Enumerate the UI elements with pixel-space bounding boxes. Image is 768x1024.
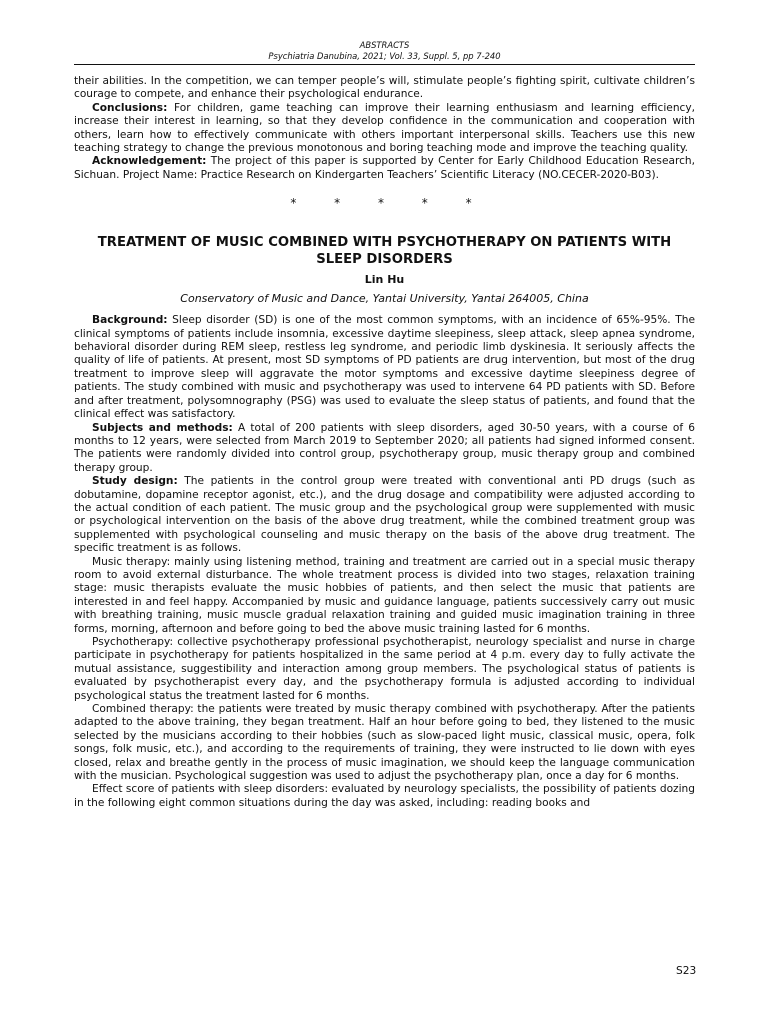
section-label: ABSTRACTS xyxy=(359,40,410,50)
article-author: Lin Hu xyxy=(364,273,405,287)
effect-score-paragraph: Effect score of patients with sleep disorders: evaluated by neurology specialists, the possibility of patients dozing in the following eight common situations during the day was asked, including: reading books and xyxy=(74,783,695,809)
acknowledgement-text: The project of this paper is supported by Center for Early Childhood Education Research, Sichuan. Project Name: Practice Research on Kindergarten Teachers’ Scientific Literacy (NO.CECER-2020-B03). xyxy=(74,155,695,181)
running-header xyxy=(74,40,695,62)
design-label: Study design: xyxy=(92,475,178,488)
acknowledgement-label: Acknowledgement: xyxy=(92,155,207,168)
article-title: TREATMENT OF MUSIC COMBINED WITH PSYCHOTHERAPY ON PATIENTS WITH SLEEP DISORDERS xyxy=(97,235,672,268)
subjects-paragraph xyxy=(74,422,695,476)
journal-citation: Psychiatria Danubina, 2021; Vol. 33, Suppl. 5, pp 7-240 xyxy=(268,51,501,61)
prev-conclusions-paragraph xyxy=(74,102,695,156)
design-text: The patients in the control group were treated with conventional anti PD drugs (such as dobutamine, dopamine receptor agonist, etc.), and the drug dosage and compatibility were adjusted according to the actual condition of each patient. The music group and the psychological group were supplemented with music or psychological intervention on the basis of the above drug treatment, while the combined treatment group was supplemented with psychological counseling and music therapy on the basis of the above drug treatment. The specific treatment is as follows. xyxy=(74,475,695,555)
acknowledgement-paragraph xyxy=(74,155,695,182)
section-separator: * * * * * xyxy=(290,196,489,211)
background-paragraph xyxy=(74,314,695,421)
subjects-text: A total of 200 patients with sleep disorders, aged 30-50 years, with a course of 6 months to 12 years, were selected from March 2019 to September 2020; all patients had signed informed consent. The patients were randomly divided into control group, psychotherapy group, music therapy group and combined therapy group. xyxy=(74,421,695,474)
article-affiliation: Conservatory of Music and Dance, Yantai University, Yantai 264005, China xyxy=(180,292,589,306)
prev-abstract-continuation: their abilities. In the competition, we can temper people’s will, stimulate people’s fighting spirit, cultivate children’s courage to compete, and enhance their psychological endurance. xyxy=(74,75,695,101)
music-therapy-paragraph: Music therapy: mainly using listening method, training and treatment are carried out in a special music therapy room to avoid external disturbance. The whole treatment process is divided into two stages, relaxation training stage: music therapists evaluate the music hobbies of patients, and then select the music that patients are interested in and feel happy. Accompanied by music and guidance language, patients successively carry out music with breathing training, music muscle gradual relaxation training and guided music imagination training in three forms, morning, afternoon and before going to bed the above music training lasted for 6 months. xyxy=(74,555,695,635)
subjects-label: Subjects and methods: xyxy=(92,421,233,434)
conclusions-label: Conclusions: xyxy=(92,101,168,114)
page-body xyxy=(74,40,695,810)
header-rule xyxy=(74,64,695,65)
design-paragraph xyxy=(74,475,695,555)
page-number: S23 xyxy=(676,965,697,977)
combined-therapy-paragraph: Combined therapy: the patients were treated by music therapy combined with psychotherapy. After the patients adapted to the above training, they began treatment. Half an hour before going to bed, they listened to the music selected by the musicians according to their hobbies (such as slow-paced light music, classical music, opera, folk songs, folk music, etc.), and according to the requirements of training, they were instructed to lie down with eyes closed, relax and breathe gently in the process of music imagination, we should keep the language communication with the musician. Psychological suggestion was used to adjust the psychotherapy plan, once a day for 6 months. xyxy=(74,703,695,783)
background-text: Sleep disorder (SD) is one of the most common symptoms, with an incidence of 65%-95%. The clinical symptoms of patients include insomnia, excessive daytime sleepiness, sleep attack, sleep apnea syndrome, behavioral disorder during REM sleep, restless leg syndrome, and periodic limb dyskinesia. It seriously affects the quality of life of patients. At present, most SD symptoms of PD patients are drug intervention, but most of the drug treatment to improve sleep will aggravate the motor symptoms and excessive daytime sleepiness degree of patients. The study combined with music and psychotherapy was used to intervene 64 PD patients with SD. Before and after treatment, polysomnography (PSG) was used to evaluate the sleep status of patients, and found that the clinical effect was satisfactory. xyxy=(74,314,695,421)
conclusions-text: For children, game teaching can improve their learning enthusiasm and learning efficiency, increase their interest in learning, so that they develop confidence in the communication and cooperation with others, learn how to effectively communicate with others important interpersonal skills. Teachers use this new teaching strategy to change the previous monotonous and boring teaching mode and improve the teaching quality. xyxy=(74,101,695,155)
psychotherapy-paragraph: Psychotherapy: collective psychotherapy professional psychotherapist, neurology specialist and nurse in charge participate in psychotherapy for patients hospitalized in the same period at 4 p.m. every day to fully activate the mutual assistance, suggestibility and interaction among group members. The psychological status of patients is evaluated by psychotherapist every day, and the psychotherapy formula is adjusted according to individual psychological status the treatment lasted for 6 months. xyxy=(74,636,695,702)
background-label: Background: xyxy=(92,314,168,327)
